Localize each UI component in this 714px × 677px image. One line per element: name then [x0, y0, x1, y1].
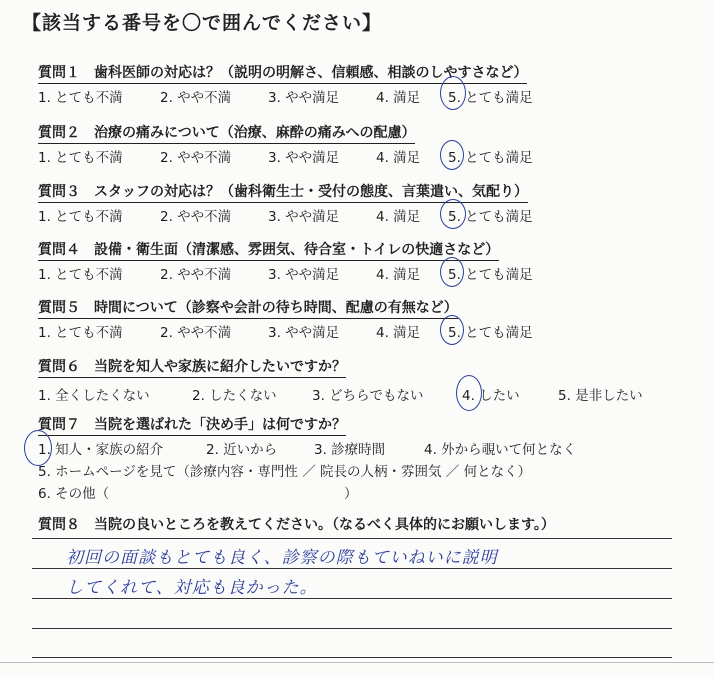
answer-area[interactable] — [32, 538, 672, 658]
question-8-title — [38, 514, 555, 535]
option-1[interactable]: 1. とても不満 — [38, 267, 123, 283]
option-1[interactable]: 1. とても不満 — [38, 90, 123, 106]
answer-line — [32, 628, 672, 629]
option-2[interactable]: 2. したくない — [192, 388, 277, 404]
question-4-title — [38, 239, 499, 261]
option-2[interactable]: 2. やや不満 — [160, 209, 232, 225]
option-6[interactable]: 6. その他（ — [38, 486, 110, 502]
question-2-title — [38, 122, 415, 144]
option-3[interactable]: 3. やや満足 — [268, 267, 340, 283]
option-2[interactable]: 2. 近いから — [206, 442, 278, 458]
question-7-title — [38, 414, 346, 436]
question-7-options-row-3 — [38, 482, 678, 502]
question-1-title — [38, 62, 527, 84]
page-title: 【該当する番号を〇で囲んでください】 — [22, 12, 383, 34]
option-1[interactable]: 1. とても不満 — [38, 209, 123, 225]
question-8 — [38, 514, 678, 535]
page-edge — [0, 662, 714, 663]
question-7-options-row-2 — [38, 460, 678, 480]
option-4[interactable]: 4. 満足 — [376, 209, 421, 225]
option-2[interactable]: 2. やや不満 — [160, 150, 232, 166]
question-2 — [38, 122, 678, 166]
question-5-number: 質問５ — [38, 300, 80, 316]
option-5[interactable]: 5. とても満足 — [448, 267, 533, 283]
option-1[interactable]: 1. 知人・家族の紹介 — [38, 442, 164, 458]
answer-line — [32, 538, 672, 539]
answer-line — [32, 598, 672, 599]
option-5[interactable]: 5. とても満足 — [448, 209, 533, 225]
question-6-text: 当院を知人や家族に紹介したいですか？ — [94, 359, 346, 375]
question-3-options — [38, 205, 678, 225]
option-1[interactable]: 1. 全くしたくない — [38, 388, 150, 404]
option-3[interactable]: 3. やや満足 — [268, 90, 340, 106]
question-1-text: 歯科医師の対応は？（説明の明解さ、信頼感、相談のしやすさなど） — [94, 65, 528, 81]
question-6 — [38, 356, 678, 404]
option-3[interactable]: 3. やや満足 — [268, 209, 340, 225]
option-4[interactable]: 4. 満足 — [376, 90, 421, 106]
option-2[interactable]: 2. やや不満 — [160, 325, 232, 341]
option-4[interactable]: 4. 満足 — [376, 325, 421, 341]
option-5[interactable]: 5. とても満足 — [448, 90, 533, 106]
question-8-number: 質問８ — [38, 517, 80, 533]
handwritten-answer-line-2: してくれて、対応も良かった。 — [66, 578, 318, 598]
question-4-number: 質問４ — [38, 242, 80, 258]
question-5-title — [38, 297, 458, 319]
question-6-title — [38, 356, 346, 378]
question-1-number: 質問１ — [38, 65, 80, 81]
question-5 — [38, 297, 678, 341]
option-4[interactable]: 4. 満足 — [376, 267, 421, 283]
option-3[interactable]: 3. どちらでもない — [312, 388, 424, 404]
answer-line — [32, 657, 672, 658]
question-7-text: 当院を選ばれた「決め手」は何ですか？ — [94, 417, 346, 433]
question-7 — [38, 414, 678, 502]
question-6-options — [38, 384, 678, 404]
question-6-number: 質問６ — [38, 359, 80, 375]
option-4[interactable]: 4. 満足 — [376, 150, 421, 166]
option-4[interactable]: 4. したい — [462, 388, 520, 404]
question-4 — [38, 239, 678, 283]
handwritten-answer-line-1: 初回の面談もとても良く、診察の際もていねいに説明 — [66, 548, 498, 568]
option-3[interactable]: 3. 診療時間 — [314, 442, 386, 458]
option-6-close-paren: ） — [344, 486, 358, 502]
question-2-options — [38, 146, 678, 166]
question-1 — [38, 62, 678, 106]
option-3[interactable]: 3. やや満足 — [268, 325, 340, 341]
question-3-text: スタッフの対応は？（歯科衛生士・受付の態度、言葉遣い、気配り） — [94, 184, 528, 200]
question-4-text: 設備・衛生面（清潔感、雰囲気、待合室・トイレの快適さなど） — [94, 242, 500, 258]
question-4-options — [38, 263, 678, 283]
question-3 — [38, 181, 678, 225]
question-2-number: 質問２ — [38, 125, 80, 141]
option-1[interactable]: 1. とても不満 — [38, 150, 123, 166]
question-3-title — [38, 181, 528, 203]
question-5-options — [38, 321, 678, 341]
option-1[interactable]: 1. とても不満 — [38, 325, 123, 341]
option-5[interactable]: 5. とても満足 — [448, 150, 533, 166]
question-8-text: 当院の良いところを教えてください。（なるべく具体的にお願いします。） — [94, 517, 555, 533]
question-5-text: 時間について（診察や会計の待ち時間、配慮の有無など） — [94, 300, 458, 316]
option-2[interactable]: 2. やや不満 — [160, 90, 232, 106]
question-7-options-row-1 — [38, 438, 678, 458]
question-7-number: 質問７ — [38, 417, 80, 433]
option-2[interactable]: 2. やや不満 — [160, 267, 232, 283]
question-2-text: 治療の痛みについて（治療、麻酔の痛みへの配慮） — [94, 125, 416, 141]
answer-line — [32, 568, 672, 569]
option-3[interactable]: 3. やや満足 — [268, 150, 340, 166]
question-3-number: 質問３ — [38, 184, 80, 200]
option-4[interactable]: 4. 外から覗いて何となく — [424, 442, 577, 458]
option-5[interactable]: 5. 是非したい — [558, 388, 643, 404]
option-5[interactable]: 5. とても満足 — [448, 325, 533, 341]
option-5[interactable]: 5. ホームページを見て（診療内容・専門性 ／ 院長の人柄・雰囲気 ／ 何となく） — [38, 464, 532, 480]
question-1-options — [38, 86, 678, 106]
